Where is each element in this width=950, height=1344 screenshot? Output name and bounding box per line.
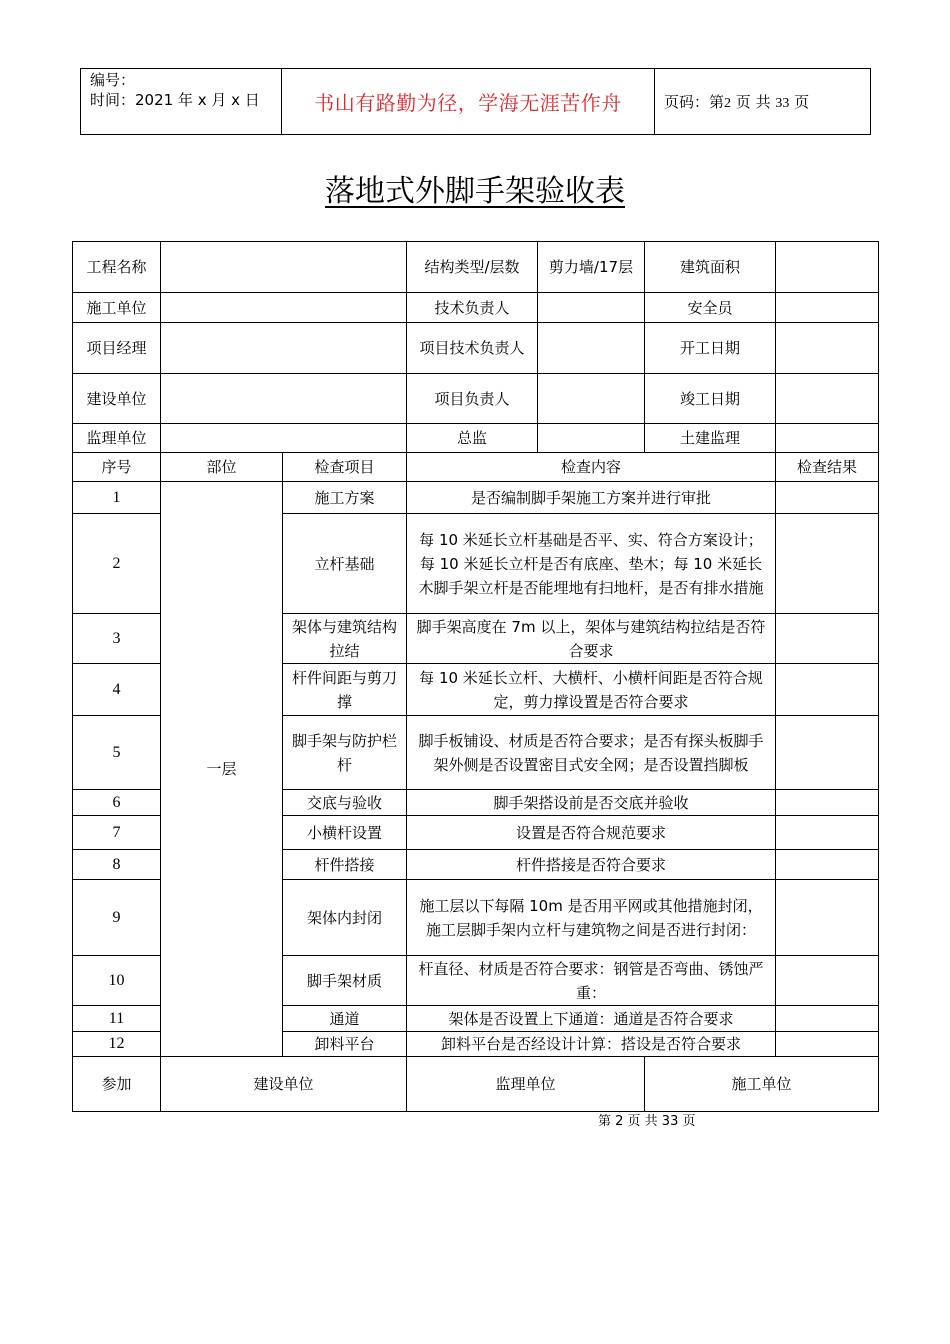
row-result	[776, 790, 879, 816]
row-content: 杆件搭接是否符合要求	[407, 850, 776, 880]
info-label: 结构类型/层数	[407, 242, 538, 293]
info-value	[776, 374, 879, 424]
info-label: 技术负责人	[407, 293, 538, 323]
row-seq: 8	[73, 850, 161, 880]
info-label: 工程名称	[73, 242, 161, 293]
document-title-wrap	[0, 170, 950, 214]
info-value	[161, 323, 407, 374]
info-row	[73, 374, 879, 424]
row-content: 架体是否设置上下通道：通道是否符合要求	[407, 1006, 776, 1032]
info-value	[161, 374, 407, 424]
row-result	[776, 1032, 879, 1057]
row-item: 架体与建筑结构拉结	[283, 614, 407, 664]
row-result	[776, 880, 879, 956]
row-seq: 1	[73, 482, 161, 514]
info-row	[73, 323, 879, 374]
builder-unit: 施工单位	[645, 1057, 879, 1112]
row-item: 小横杆设置	[283, 816, 407, 850]
info-value	[776, 242, 879, 293]
row-seq: 3	[73, 614, 161, 664]
info-label: 竣工日期	[645, 374, 776, 424]
row-content: 每 10 米延长立杆基础是否平、实、符合方案设计；每 10 米延长立杆是否有底座、垫木；每 10 米延长木脚手架立杆是否能埋地有扫地杆，是否有排水措施	[407, 514, 776, 614]
info-label: 安全员	[645, 293, 776, 323]
page-total: 33	[775, 96, 790, 111]
header-meta	[81, 69, 282, 135]
row-item: 杆件间距与剪刀撑	[283, 664, 407, 716]
row-content: 脚手板铺设、材质是否符合要求；是否有探头板脚手架外侧是否设置密目式安全网；是否设置挡脚板	[407, 716, 776, 790]
page-footer: 第 2 页 共 33 页	[598, 1114, 696, 1129]
row-seq: 7	[73, 816, 161, 850]
row-item: 脚手架材质	[283, 956, 407, 1006]
row-seq: 6	[73, 790, 161, 816]
row-item: 立杆基础	[283, 514, 407, 614]
row-seq: 4	[73, 664, 161, 716]
row-content: 脚手架高度在 7m 以上，架体与建筑结构拉结是否符合要求	[407, 614, 776, 664]
row-content: 杆直径、材质是否符合要求：钢管是否弯曲、锈蚀严重：	[407, 956, 776, 1006]
document-title: 落地式外脚手架验收表	[325, 174, 625, 209]
sign-row	[73, 1057, 879, 1112]
info-label: 建筑面积	[645, 242, 776, 293]
info-value	[776, 424, 879, 453]
col-item: 检查项目	[283, 453, 407, 482]
row-content: 是否编制脚手架施工方案并进行审批	[407, 482, 776, 514]
info-label: 项目负责人	[407, 374, 538, 424]
row-result	[776, 956, 879, 1006]
info-value	[538, 424, 645, 453]
row-content: 施工层以下每隔 10m 是否用平网或其他措施封闭，施工层脚手架内立杆与建筑物之间是否进行封闭：	[407, 880, 776, 956]
row-result	[776, 850, 879, 880]
row-seq: 9	[73, 880, 161, 956]
info-row	[73, 424, 879, 453]
info-value	[538, 374, 645, 424]
col-content: 检查内容	[407, 453, 776, 482]
row-seq: 2	[73, 514, 161, 614]
info-value	[538, 323, 645, 374]
table-row	[73, 482, 879, 514]
row-seq: 11	[73, 1006, 161, 1032]
row-item: 架体内封闭	[283, 880, 407, 956]
col-part: 部位	[161, 453, 283, 482]
info-value: 剪力墙/17层	[538, 242, 645, 293]
info-label: 监理单位	[73, 424, 161, 453]
row-seq: 12	[73, 1032, 161, 1057]
row-result	[776, 482, 879, 514]
info-label: 施工单位	[73, 293, 161, 323]
info-label: 开工日期	[645, 323, 776, 374]
row-result	[776, 716, 879, 790]
row-item: 通道	[283, 1006, 407, 1032]
info-label: 项目经理	[73, 323, 161, 374]
row-content: 设置是否符合规范要求	[407, 816, 776, 850]
info-label: 土建监理	[645, 424, 776, 453]
row-result	[776, 1006, 879, 1032]
col-result: 检查结果	[776, 453, 879, 482]
info-value	[538, 293, 645, 323]
row-result	[776, 514, 879, 614]
page-current: 2	[724, 96, 732, 111]
info-value	[161, 242, 407, 293]
row-result	[776, 816, 879, 850]
row-item: 脚手架与防护栏杆	[283, 716, 407, 790]
acceptance-table	[72, 241, 879, 1112]
header-page-info: 页码：第2 页 共 33 页	[655, 69, 871, 135]
info-value	[161, 424, 407, 453]
code-label: 编号：	[90, 71, 136, 89]
part-cell: 一层	[161, 482, 283, 1057]
info-row	[73, 293, 879, 323]
info-value	[776, 293, 879, 323]
row-result	[776, 664, 879, 716]
row-item: 卸料平台	[283, 1032, 407, 1057]
info-label: 建设单位	[73, 374, 161, 424]
document-header	[80, 68, 871, 135]
supervision-unit: 监理单位	[407, 1057, 645, 1112]
row-seq: 10	[73, 956, 161, 1006]
col-seq: 序号	[73, 453, 161, 482]
row-content: 每 10 米延长立杆、大横杆、小横杆间距是否符合规定，剪力撑设置是否符合要求	[407, 664, 776, 716]
sign-label: 参加	[73, 1057, 161, 1112]
row-item: 杆件搭接	[283, 850, 407, 880]
motto: 书山有路勤为径，学海无涯苦作舟	[282, 69, 655, 135]
row-item: 交底与验收	[283, 790, 407, 816]
row-content: 脚手架搭设前是否交底并验收	[407, 790, 776, 816]
row-seq: 5	[73, 716, 161, 790]
info-value	[776, 323, 879, 374]
row-item: 施工方案	[283, 482, 407, 514]
row-content: 卸料平台是否经设计计算：搭设是否符合要求	[407, 1032, 776, 1057]
info-row	[73, 242, 879, 293]
info-label: 项目技术负责人	[407, 323, 538, 374]
time-label: 时间：2021 年 x 月 x 日	[90, 91, 260, 109]
info-value	[161, 293, 407, 323]
column-header-row	[73, 453, 879, 482]
row-result	[776, 614, 879, 664]
construction-unit: 建设单位	[161, 1057, 407, 1112]
info-label: 总监	[407, 424, 538, 453]
